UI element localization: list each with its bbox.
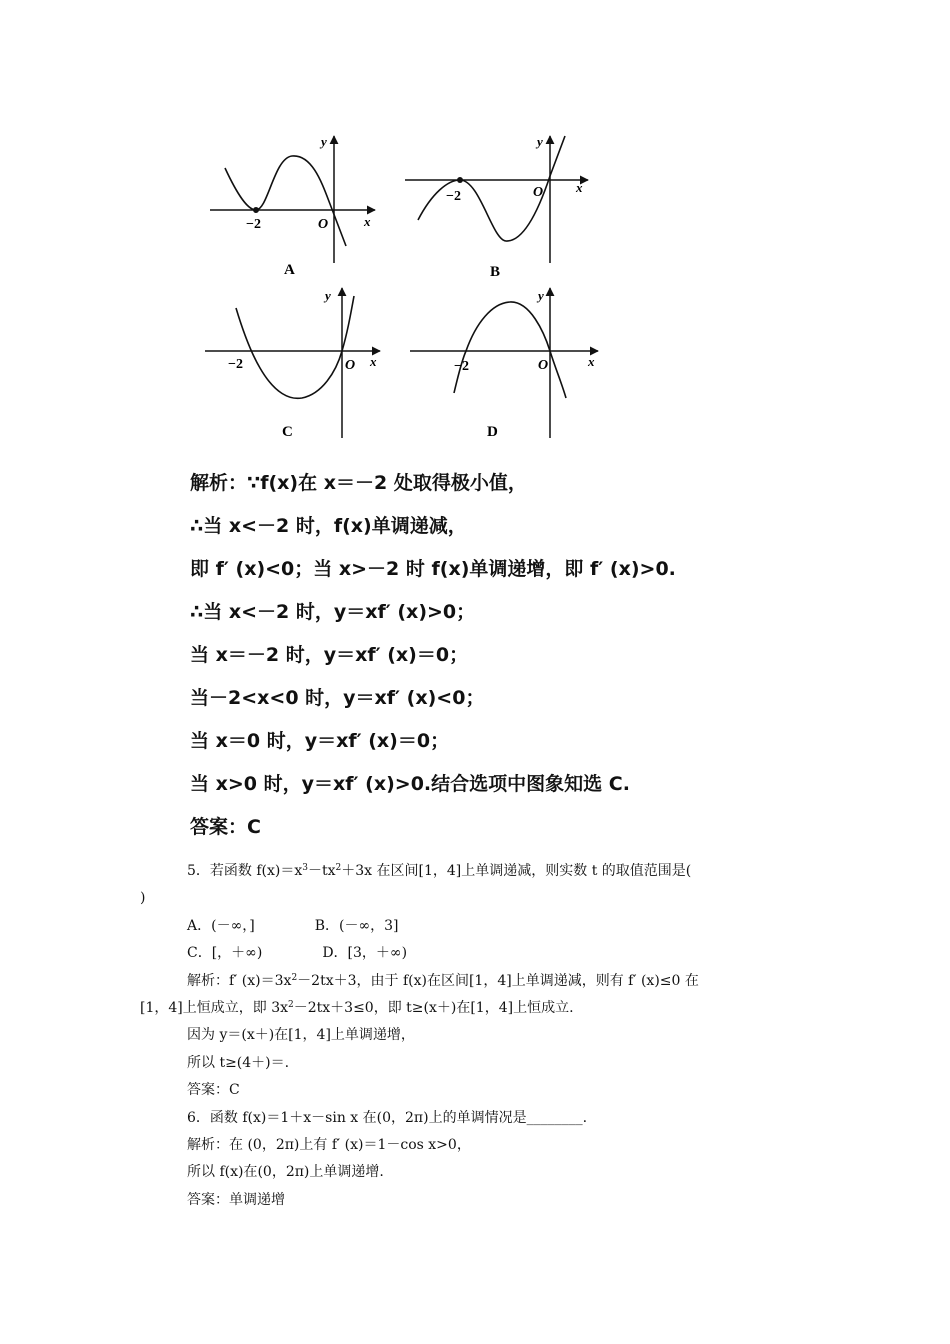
questions-5-6 xyxy=(140,858,820,1214)
graph-d xyxy=(410,288,598,440)
graph-d-origin: O xyxy=(538,358,549,373)
q5-stem: 5．若函数 $f(x)=x^3-tx^2+3x$ 在区间[1，4]上单调递减，则实数 t 的取值范围是( xyxy=(187,863,692,879)
graph-d-caption: D xyxy=(487,424,498,440)
q6-stem: 6．函数 f(x)＝1＋x－sin x 在(0，2π)上的单调情况是________. xyxy=(187,1109,588,1126)
graph-c-curve xyxy=(236,296,354,398)
graph-b-origin: O xyxy=(533,185,544,200)
q5-answer: 答案：C xyxy=(187,1082,240,1099)
solution-q4-line: 当 x＝0 时，y＝xf′ (x)＝0； xyxy=(190,730,450,752)
solution-q4-line: 当 x＝－2 时，y＝xf′ (x)＝0； xyxy=(190,644,469,666)
solution-q4-line: 当 x>0 时，y＝xf′ (x)>0.结合选项中图象知选 C. xyxy=(190,773,630,795)
graph-a-x-label: x xyxy=(364,214,371,229)
graph-c-tick: −2 xyxy=(228,357,243,372)
solution-q4-line: ∴当 x<－2 时，f(x)单调递减， xyxy=(190,515,467,537)
solution-q4-line: ∴当 x<－2 时，y＝xf′ (x)>0； xyxy=(190,601,476,623)
solution-q4-line: 解析：∵f(x)在 x＝－2 处取得极小值， xyxy=(190,472,527,494)
graph-c-origin: O xyxy=(345,358,356,373)
graph-b-x-label: x xyxy=(576,180,583,195)
graph-b-tick: −2 xyxy=(446,189,461,204)
graph-d-y-label: y xyxy=(538,288,544,303)
q5-solution-line: 所以 t≥(4＋)＝. xyxy=(187,1054,290,1071)
graph-b-point xyxy=(457,177,463,183)
graph-a-curve xyxy=(225,156,346,246)
q6-solution-line: 所以 f(x)在(0，2π)上单调递增. xyxy=(187,1164,384,1181)
q6-solution-line: 解析：在 (0，2π)上有 f′ (x)＝1－cos x>0， xyxy=(187,1136,471,1153)
graph-c-caption: C xyxy=(282,424,293,440)
graph-a-tick: −2 xyxy=(246,217,261,232)
graph-a xyxy=(210,134,375,278)
solution-q4-answer: 答案：C xyxy=(190,816,261,838)
q5-stem-end: ) xyxy=(140,890,146,907)
q5-option-b: B．(－∞，3] xyxy=(314,917,399,934)
q5-options-cd xyxy=(140,940,820,967)
graph-c xyxy=(205,288,380,440)
graph-d-curve xyxy=(454,302,566,398)
option-graphs xyxy=(200,128,610,448)
graph-b-y-label: y xyxy=(537,134,543,149)
q5-option-d: D．[3，＋∞) xyxy=(322,945,408,962)
graph-a-point xyxy=(253,207,259,213)
graph-c-y-label: y xyxy=(325,288,331,303)
q5-option-c: C．[，＋∞) xyxy=(187,945,263,962)
q5-option-a: A．(－∞，] xyxy=(187,917,255,934)
solution-q4-line: 即 f′ (x)<0；当 x>－2 时 f(x)单调递增，即 f′ (x)>0. xyxy=(190,558,676,580)
q5-solution-line: [1，4]上恒成立，即 $3x^2-2tx+3\le 0$，即 t≥(x＋)在[1，4]上恒成立. xyxy=(140,999,574,1016)
solution-q4 xyxy=(190,468,830,855)
graph-a-origin: O xyxy=(318,217,329,232)
q5-options-ab xyxy=(140,913,820,940)
graph-d-tick: −2 xyxy=(454,359,469,374)
graph-c-x-label: x xyxy=(370,354,377,369)
q5-solution-line: 因为 y＝(x＋)在[1，4]上单调递增， xyxy=(187,1027,415,1044)
graph-b xyxy=(405,134,588,280)
solution-q4-line: 当－2<x<0 时，y＝xf′ (x)<0； xyxy=(190,687,485,709)
q5-solution-line: 解析：f′ $(x)=3x^2-2tx+3$，由于 f(x)在区间[1，4]上单调递减，则有 f′ (x)≤0 在 xyxy=(187,972,699,989)
graph-b-caption: B xyxy=(490,264,501,280)
graph-a-y-label: y xyxy=(321,134,327,149)
graphs-svg xyxy=(200,128,610,448)
q6-answer: 答案：单调递增 xyxy=(187,1191,285,1208)
graph-d-x-label: x xyxy=(588,354,595,369)
graph-a-caption: A xyxy=(284,262,295,278)
